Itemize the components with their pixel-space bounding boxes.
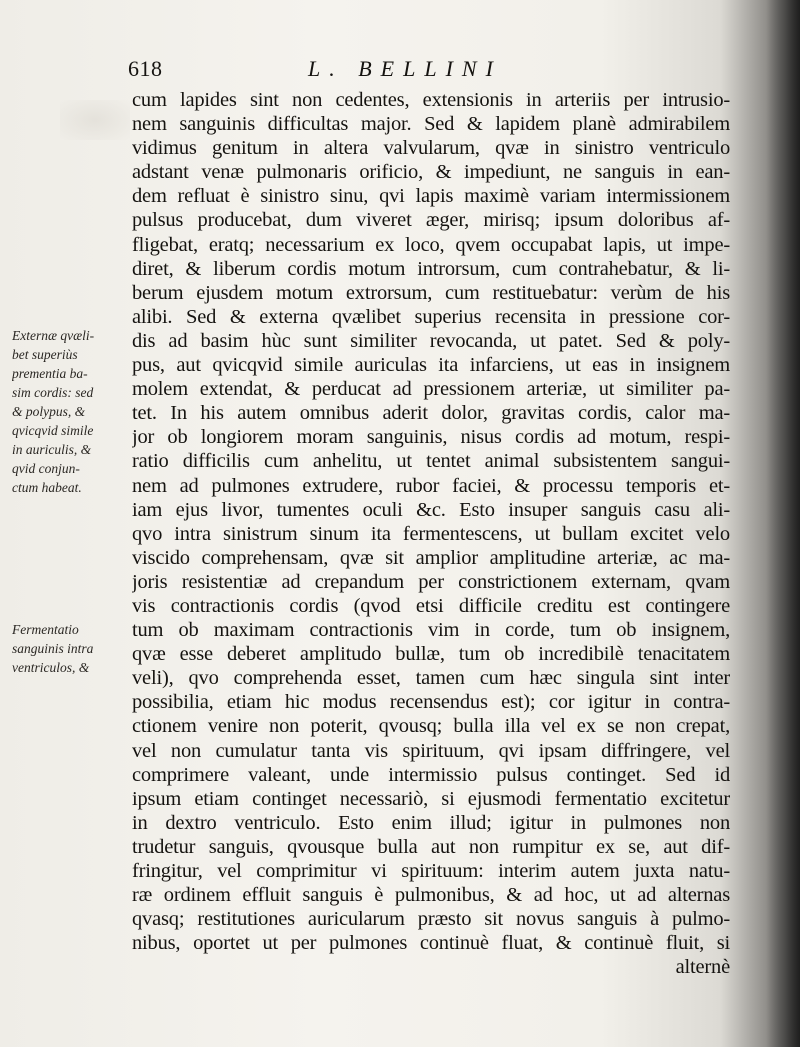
margin-note	[12, 326, 130, 497]
text-line: qvasq; restitutiones auricularum præsto sit novus sanguis à pulmo-	[132, 908, 730, 931]
text-line: fligebat, eratq; necessarium ex loco, qvem occupabat lapis, ut impe-	[132, 233, 730, 256]
text-line: nibus, oportet ut per pulmones continuè fluat, & continuè fluit, si	[132, 932, 730, 955]
text-line: iam ejus livor, tumentes oculi &c. Esto insuper sanguis casu ali-	[132, 498, 730, 521]
running-title: L. BELLINI	[308, 56, 502, 81]
margin-note-line: ctum habeat.	[12, 480, 82, 495]
text-line: ræ ordinem effluit sanguis è pulmonibus, & ad hoc, ut ad alternas	[132, 884, 730, 907]
text-line: fringitur, vel comprimitur vi spirituum: interim autem juxta natu-	[132, 860, 730, 882]
gutter-shadow	[766, 0, 800, 1047]
text-line: jor ob longiorem moram sanguinis, nisus cordis ad motum, respi-	[132, 426, 730, 449]
margin-note-line: bet superiùs	[12, 347, 78, 362]
margin-note-line: prementia ba-	[12, 366, 88, 381]
running-head	[128, 56, 728, 86]
text-line: diret, & liberum cordis motum introrsum, cum contrahebatur, & li-	[132, 257, 730, 280]
margin-note-line: Externæ qvæli-	[12, 328, 95, 343]
text-line: ipsum etiam continget necessariò, si ejusmodi fermentatio excitetur	[132, 787, 730, 810]
text-line: vel non cumulatur tanta vis spirituum, qvi ipsam diffringere, vel	[132, 739, 730, 762]
text-line: adstant venæ pulmonaris orificio, & impediunt, ne sanguis in ean-	[132, 161, 730, 184]
text-line: comprimere valeant, unde intermissio pulsus continget. Sed id	[132, 763, 730, 786]
margin-note-line: qvicqvid simile	[12, 423, 94, 438]
text-line: ctionem venire non poterit, qvousq; bulla illa vel ex se non crepat,	[132, 715, 730, 738]
text-line: alibi. Sed & externa qvælibet superius recensita in pressione cor-	[132, 305, 730, 328]
text-line: molem extendat, & perducat ad pressionem arteriæ, ut similiter pa-	[132, 378, 730, 401]
margin-note-line: in auriculis, &	[12, 442, 92, 457]
text-line: cum lapides sint non cedentes, extensionis in arteriis per intrusio-	[132, 89, 730, 111]
text-line: nem ad pulmones extrudere, rubor faciei, & processu temporis et-	[132, 474, 730, 497]
text-line: tum ob maximam contractionis vim in corde, tum ob insignem,	[132, 619, 730, 642]
text-line: vis contractionis cordis (qvod etsi difficile creditu est contingere	[132, 594, 730, 617]
text-line: vidimus genitum in altera valvularum, qvæ in sinistro ventriculo	[132, 137, 730, 160]
text-line: dis ad basim hùc sunt similiter revocanda, ut patet. Sed & poly-	[132, 329, 730, 352]
body-text	[132, 88, 730, 979]
margin-note-line: & polypus, &	[12, 404, 86, 419]
text-line: dem refluat è sinistro sinu, qvi lapis maximè variam intermissionem	[132, 185, 730, 208]
text-line: possibilia, etiam hic modus recensendus est); cor igitur in contra-	[132, 691, 730, 714]
text-line: ratio difficilis cum anhelitu, ut tentet animal subsistentem sangui-	[132, 450, 730, 473]
page-number: 618	[128, 56, 163, 81]
text-line: joris resistentiæ ad crepandum per constrictionem externam, qvam	[132, 570, 730, 593]
text-line: pus, aut qvicqvid simile auriculas ita infarciens, ut eas in insignem	[132, 354, 730, 377]
text-line: in dextro ventriculo. Esto enim illud; igitur in pulmones non	[132, 811, 730, 834]
text-line: viscido comprehensam, qvæ sit amplior amplitudine arteriæ, ac ma-	[132, 546, 730, 569]
margin-note-line: sim cordis: sed	[12, 385, 94, 400]
catchword: alternè	[675, 956, 730, 979]
text-line: qvæ esse deberet amplitudo bullæ, tum ob incredibilè tenacitatem	[132, 643, 730, 666]
text-line: veli), qvo comprehenda esset, tamen cum hæc singula sint inter	[132, 667, 730, 690]
margin-note-line: Fermentatio	[12, 622, 79, 637]
text-line: trudetur sanguis, qvousque bulla aut non rumpitur ex se, aut dif-	[132, 835, 730, 858]
margin-note-line: ventriculos, &	[12, 660, 90, 675]
margin-note-line: qvid conjun-	[12, 461, 80, 476]
text-line: berum ejusdem motum extrorsum, cum restituebatur: verùm de his	[132, 281, 730, 304]
text-line: tet. In his autem omnibus aderit dolor, gravitas cordis, calor ma-	[132, 402, 730, 425]
text-line: qvo intra sinistrum sinum ita fermentescens, ut bullam excitet velo	[132, 522, 730, 545]
margin-note-line: sanguinis intra	[12, 641, 94, 656]
paper-stain	[60, 100, 130, 140]
margin-note	[12, 620, 132, 677]
text-line: pulsus producebat, dum viveret æger, mirisq; ipsum doloribus af-	[132, 209, 730, 232]
text-line: nem sanguinis difficultas major. Sed & lapidem planè admirabilem	[132, 113, 730, 136]
